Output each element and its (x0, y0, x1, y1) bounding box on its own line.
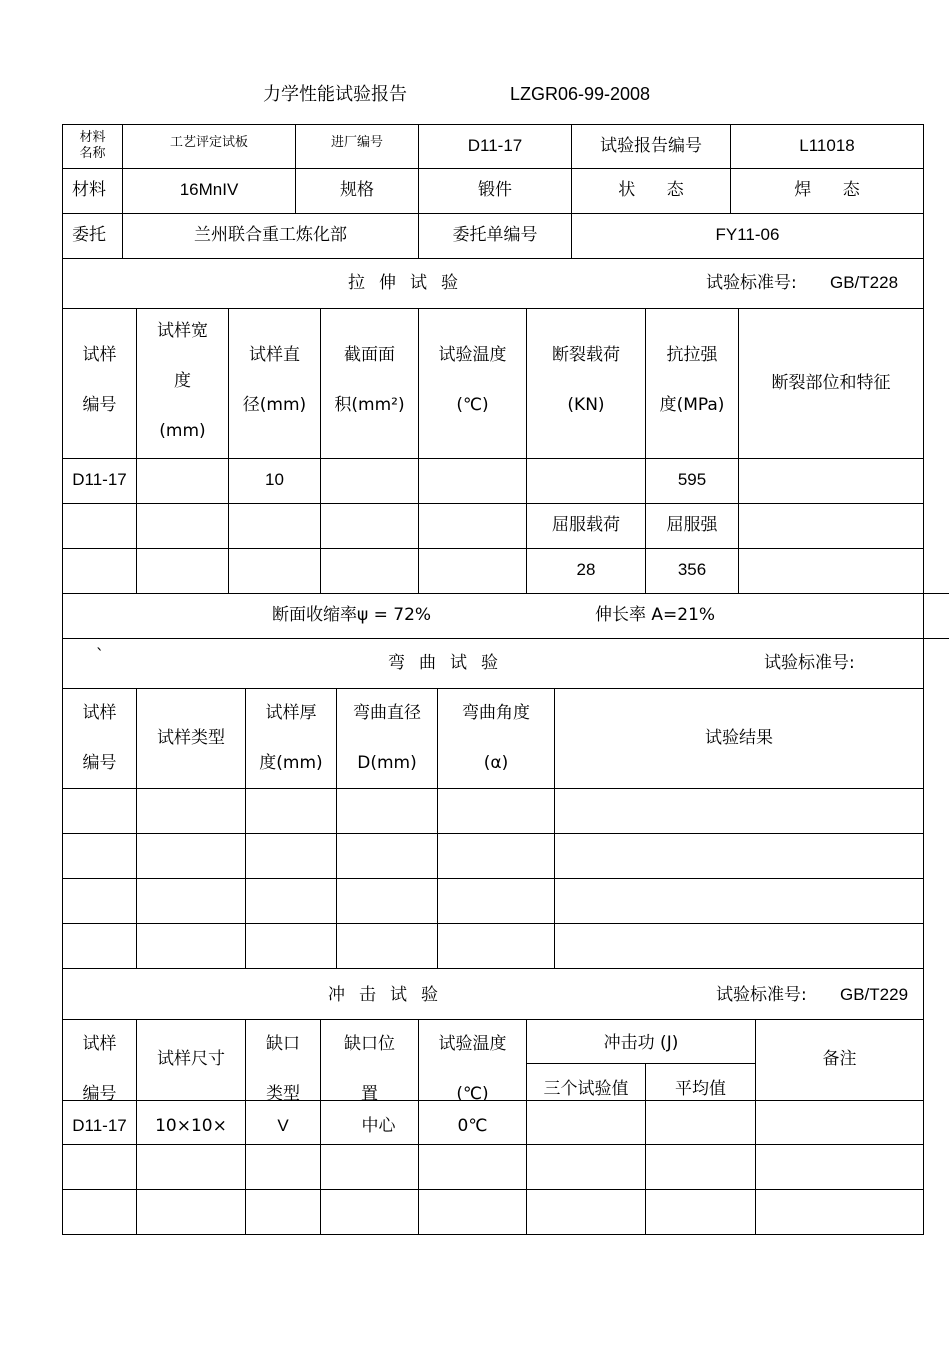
state-label: 状 态 (618, 180, 684, 201)
factory-no-label: 进厂编号 (330, 135, 383, 151)
bend-col-angle-line2: (α) (483, 753, 509, 773)
bend-col-id-line1: 试样 (82, 703, 117, 723)
bend-col-thickness-line1: 试样厚 (265, 703, 317, 723)
impact-col-three-values: 三个试验值 (543, 1078, 629, 1099)
material-name-label-line1: 材料 (79, 130, 106, 146)
bend-col-id-line2: 编号 (82, 753, 117, 773)
tensile-col-load-line2: (KN) (567, 395, 605, 415)
material-name-label (63, 124, 122, 168)
tensile-col-width-line2: 度 (174, 371, 191, 391)
tensile-title: 拉伸试验 (348, 272, 472, 293)
report-no-label: 试验报告编号 (600, 135, 702, 156)
tensile-col-strength-line2: 度(MPa) (659, 395, 725, 415)
impact-std-value: GB/T229 (840, 984, 909, 1004)
spec-value: 锻件 (478, 180, 512, 201)
bend-col-result: 试验结果 (705, 727, 773, 748)
yield-load-label: 屈服载荷 (552, 515, 620, 536)
tensile-col-area-line1: 截面面 (344, 345, 395, 365)
tensile-col-diameter (229, 330, 320, 430)
bend-tick-mark: ` (95, 645, 105, 666)
tensile-col-width (137, 306, 228, 456)
tensile-col-temp-line1: 试验温度 (438, 345, 507, 365)
tensile-col-id-line1: 试样 (82, 345, 117, 365)
tensile-std-value: GB/T228 (830, 272, 899, 292)
impact-col-average: 平均值 (675, 1078, 726, 1099)
tensile-col-area (321, 330, 418, 430)
order-no-label: 委托单编号 (452, 225, 538, 246)
bend-col-thickness (246, 688, 336, 788)
impact-col-temp-line1: 试验温度 (438, 1034, 507, 1054)
tensile-std-label: 试验标准号: (706, 272, 797, 293)
tensile-col-width-line3: (mm) (159, 421, 206, 441)
impact-std-label: 试验标准号: (716, 984, 807, 1005)
reduction-of-area: 断面收缩率ψ = 72% (272, 605, 432, 626)
factory-no-value: D11-17 (467, 135, 523, 155)
impact-col-notch-line2: 类型 (266, 1084, 300, 1104)
impact-title: 冲击试验 (328, 984, 452, 1005)
tensile-row1-id: D11-17 (72, 470, 127, 490)
tensile-col-strength (646, 330, 738, 430)
tensile-col-temp (419, 330, 526, 430)
impact-col-id-line1: 试样 (82, 1034, 117, 1054)
bend-col-diameter-line2: D(mm) (357, 753, 417, 773)
yield-load-value: 28 (576, 560, 596, 580)
tensile-col-fracture: 断裂部位和特征 (771, 372, 891, 393)
bend-col-type: 试样类型 (157, 727, 225, 748)
material-name-value: 工艺评定试板 (169, 135, 248, 151)
client-label: 委托 (72, 225, 106, 246)
tensile-col-diameter-line1: 试样直 (249, 345, 300, 365)
tensile-col-strength-line1: 抗拉强 (666, 345, 718, 365)
bend-col-id (63, 688, 136, 788)
tensile-col-load-line1: 断裂载荷 (552, 345, 620, 365)
tensile-col-load (527, 330, 645, 430)
impact-row1-size: 10×10× (155, 1116, 227, 1137)
report-title: 力学性能试验报告 (263, 84, 407, 106)
tensile-col-area-line2: 积(mm²) (334, 395, 405, 415)
tensile-col-diameter-line2: 径(mm) (242, 395, 307, 415)
impact-col-remarks: 备注 (822, 1049, 857, 1070)
impact-col-energy: 冲击功 (J) (603, 1032, 679, 1053)
bend-title: 弯曲试验 (388, 652, 512, 673)
impact-col-position-line1: 缺口位 (344, 1034, 395, 1054)
impact-col-position-line2: 置 (361, 1084, 378, 1104)
report-no-value: L11018 (799, 135, 855, 155)
tensile-row1-strength: 595 (677, 470, 707, 490)
yield-strength-value: 356 (677, 560, 707, 580)
impact-col-temp-line2: (℃) (456, 1084, 489, 1104)
tensile-col-width-line1: 试样宽 (157, 321, 208, 341)
impact-row1-notch: V (277, 1116, 289, 1136)
elongation: 伸长率 A=21% (595, 605, 716, 626)
impact-col-id-line2: 编号 (82, 1084, 117, 1104)
impact-row1-temp: 0℃ (457, 1116, 488, 1137)
impact-col-notch-line1: 缺口 (266, 1034, 300, 1054)
tensile-col-temp-line2: (℃) (456, 395, 489, 415)
material-value: 16MnIV (179, 180, 239, 200)
bend-col-diameter (337, 688, 437, 788)
impact-row1-position: 中心 (361, 1116, 396, 1137)
impact-col-size: 试样尺寸 (157, 1049, 225, 1070)
client-value: 兰州联合重工炼化部 (194, 225, 347, 246)
tensile-col-id (63, 330, 136, 430)
state-value: 焊 态 (794, 180, 860, 201)
yield-strength-label: 屈服强 (666, 515, 718, 536)
spec-label: 规格 (340, 180, 374, 201)
impact-row1-id: D11-17 (72, 1116, 127, 1136)
bend-col-angle (438, 688, 554, 788)
bend-col-thickness-line2: 度(mm) (259, 753, 323, 773)
document-number: LZGR06-99-2008 (509, 84, 651, 105)
material-label: 材料 (72, 180, 106, 201)
bend-std-label: 试验标准号: (764, 652, 855, 673)
tensile-col-id-line2: 编号 (82, 395, 117, 415)
bend-col-angle-line1: 弯曲角度 (462, 703, 530, 723)
order-no-value: FY11-06 (715, 225, 780, 245)
material-name-label-line2: 名称 (79, 146, 106, 161)
tensile-row1-diameter: 10 (265, 470, 284, 490)
bend-col-diameter-line1: 弯曲直径 (353, 703, 421, 723)
